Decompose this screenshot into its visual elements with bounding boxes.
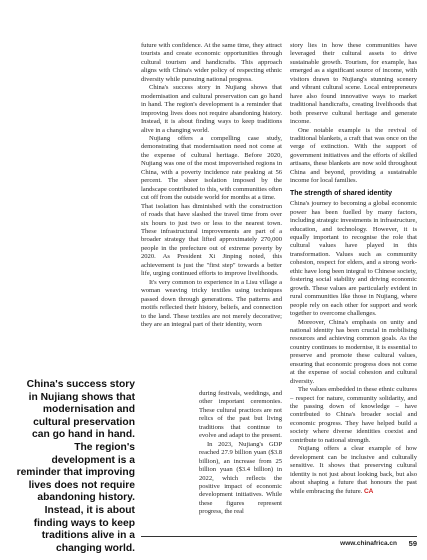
paragraph: story lies in how these communities have leveraged their cultural assets to drive sustainable growth. Tourism, for example, has emerged as a significant source of income, with visitors drawn to Nujiang's stunning scenery and vibrant cultural scene. Local entrepreneurs have also found innovative ways to market traditional handicrafts, creating livelihoods that both preserve cultural heritage and generate income. [290, 42, 417, 126]
paragraph: The values embedded in these ethnic cultures – respect for nature, community solidarity, and the passing down of knowledge – have contributed to China's broader social and economic progress. They have helped build a society where diverse identities coexist and contribute to national strength. [290, 386, 417, 444]
article-column-left [141, 42, 282, 374]
final-paragraph-text: Nujiang offers a clear example of how development can be inclusive and culturally sensitive. It shows that preserving cultural identity is not just about looking back, but also about shaping a future that honours the past while embracing the future. [290, 445, 417, 495]
paragraph [290, 445, 417, 496]
footer-url: www.chinafrica.cn [340, 540, 397, 547]
paragraph: future with confidence. At the same time, they attract tourists and create economic opportunities through cultural tourism and handicrafts. This approach aligns with China's wider policy of respecting ethnic diversity while pursuing national progress. [141, 42, 282, 83]
paragraph: That isolation has diminished with the construction of roads that have slashed the travel time from over six hours to just two or less to the nearest town. These infrastructural improvements are part of a broader strategy that lifted approximately 270,000 people in the prefecture out of extreme poverty by 2020. As President Xi Jinping noted, this achievement is just the "first step" towards a better life, urging continued efforts to improve livelihoods. [141, 202, 282, 278]
paragraph: China's success story in Nujiang shows that modernisation and cultural preservation can go hand in hand. The region's development is a reminder that improving lives does not require abandoning history. Instead, it is about finding ways to keep traditions alive in a changing world. [141, 84, 282, 134]
paragraph: One notable example is the revival of traditional blankets, a craft that was once on the verge of extinction. With the support of government initiatives and the efforts of skilled artisans, these blankets are now sold throughout China and beyond, providing a sustainable income for local families. [290, 126, 417, 185]
page-footer [141, 536, 417, 551]
paragraph: Nujiang offers a compelling case study, demonstrating that modernisation need not come at the expense of cultural heritage. Before 2020, Nujiang was one of the most impoverished regions in China, with a poverty incidence rate peaking at 56 percent. The sheer isolation imposed by the landscape contributed to this, with communities often cut off from the outside world for months at a time. [141, 134, 282, 202]
page-number: 59 [408, 539, 417, 548]
paragraph: Moreover, China's emphasis on unity and national identity has been crucial in mobilising resources and achieving common goals. As the country continues to modernise, it is essential to preserve and promote these cultural values, ensuring that economic progress does not come at the expense of social cohesion and cultural diversity. [290, 318, 417, 385]
section-heading: The strength of shared identity [290, 189, 393, 197]
article-column-right [290, 42, 417, 496]
end-mark: CA [363, 487, 374, 495]
paragraph: It's very common to experience in a Lisu village a woman weaving tricky textiles using techniques passed down through generations. The patterns and motifs reflected their history, beliefs, and connection to the land. These textiles are not merely decorative; they are an integral part of their identity, worn [141, 278, 282, 328]
article-column-left-lower [141, 390, 282, 517]
paragraph: China's journey to becoming a global economic power has been fuelled by many factors, including strategic investments in infrastructure, education, and technology. However, it is equally important to recognise the role that cultural values have played in this transformation. Values such as community cohesion, respect for elders, and a strong work-ethic have long been integral to Chinese society, fostering social stability and driving economic growth. These values are particularly evident in rural communities like those in Nujiang, where people rely on each other for support and work together to overcome challenges. [290, 200, 417, 318]
paragraph: In 2023, Nujiang's GDP reached 27.9 billion yuan ($3.8 billion), an increase from 25 billion yuan ($3.4 billion) in 2022, which reflects the positive impact of economic development initiatives. While these figures represent progress, the real [199, 440, 282, 516]
paragraph: during festivals, weddings, and other important ceremonies. These cultural practices are not relics of the past but living traditions that continue to evolve and adapt to the present. [199, 390, 282, 440]
pull-quote: China's success story in Nujiang shows that modernisation and cultural preservation can go hand in hand. The region's development is a reminder that improving lives does not require abandoning history. Instead, it is about finding ways to keep traditions alive in a changing world. [16, 379, 135, 554]
